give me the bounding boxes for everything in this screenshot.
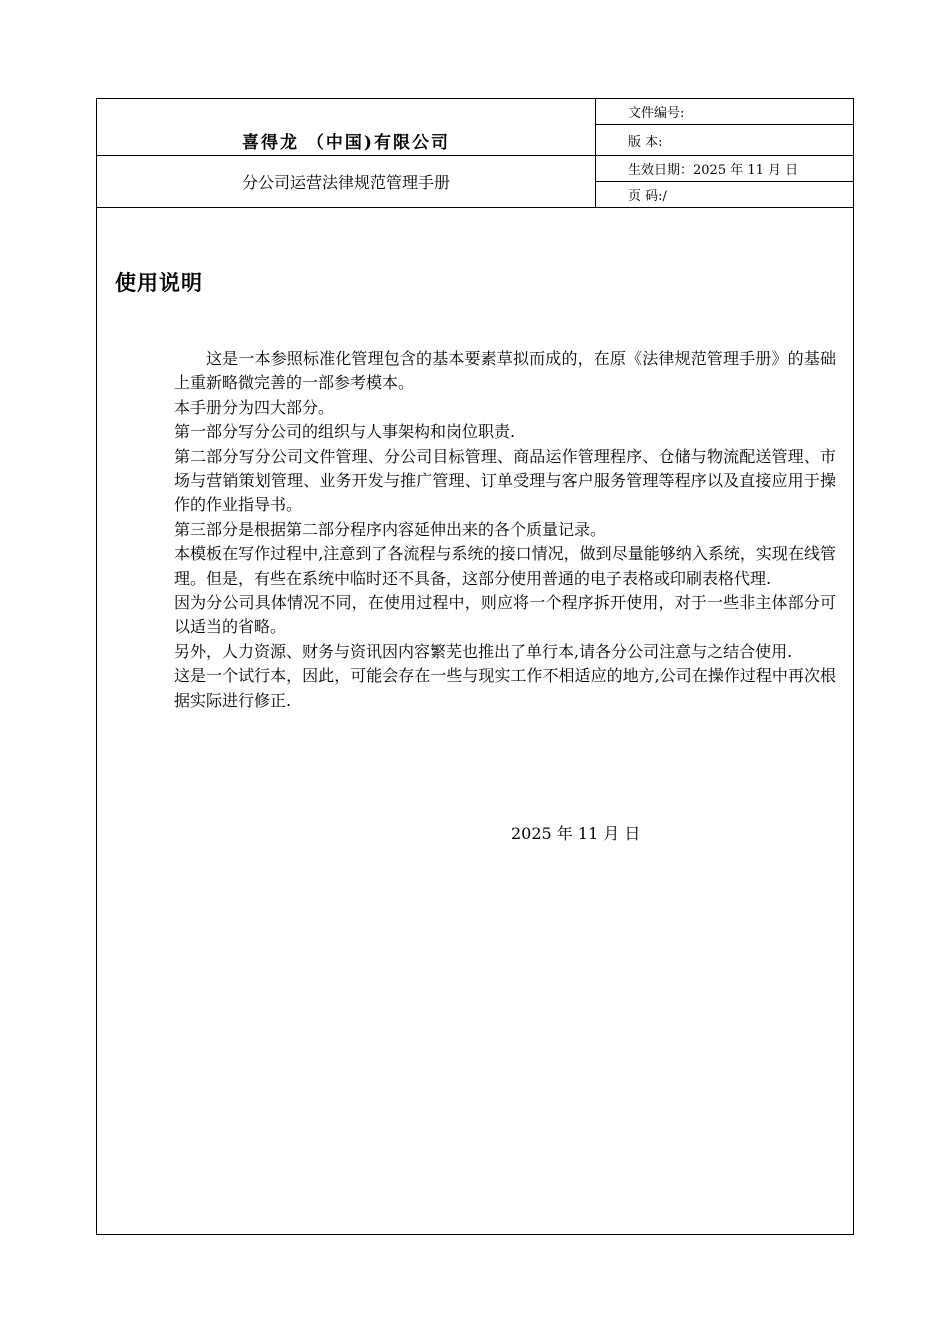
document-date: 2025 年 11 月 日	[511, 824, 641, 843]
document-frame	[96, 98, 854, 1235]
header-table	[97, 99, 853, 208]
paragraph: 本手册分为四大部分。	[174, 397, 335, 417]
doc-number-label: 文件编号:	[596, 99, 853, 125]
page-label: 页 码:/	[628, 189, 667, 204]
paragraph: 第二部分写分公司文件管理、分公司目标管理、商品运作管理程序、仓储与物流配送管理、市场与营销策划管理、业务开发与推广管理、订单受理与客户服务管理等程序以及直接应用于操作的作业指导书。	[174, 446, 836, 515]
paragraph: 第三部分是根据第二部分程序内容延伸出来的各个质量记录。	[174, 519, 607, 539]
paragraph: 因为分公司具体情况不同，在使用过程中，则应将一个程序拆开使用，对于一些非主体部分可以适当的省略。	[174, 593, 836, 637]
paragraph: 第一部分写分公司的组织与人事架构和岗位职责.	[174, 422, 516, 442]
paragraph: 这是一本参照标准化管理包含的基本要素草拟而成的，在原《法律规范管理手册》的基础上重新略微完善的一部参考模本。	[174, 349, 836, 393]
body-text	[174, 347, 836, 713]
company-name: 喜得龙 （中国)有限公司	[97, 99, 596, 156]
manual-title: 分公司运营法律规范管理手册	[97, 156, 596, 207]
version-label: 版 本:	[596, 125, 853, 156]
paragraph: 这是一个试行本，因此，可能会存在一些与现实工作不相适应的地方,公司在操作过程中再次根据实际进行修正.	[174, 666, 836, 710]
paragraph: 本模板在写作过程中,注意到了各流程与系统的接口情况，做到尽量能够纳入系统，实现在线管理。但是，有些在系统中临时还不具备，这部分使用普通的电子表格或印刷表格代理.	[174, 544, 836, 588]
paragraph: 另外，人力资源、财务与资讯因内容繁芜也推出了单行本,请各分公司注意与之结合使用.	[174, 641, 793, 661]
section-title: 使用说明	[115, 270, 203, 295]
effective-date: 生效日期：2025 年 11 月 日	[596, 156, 853, 182]
